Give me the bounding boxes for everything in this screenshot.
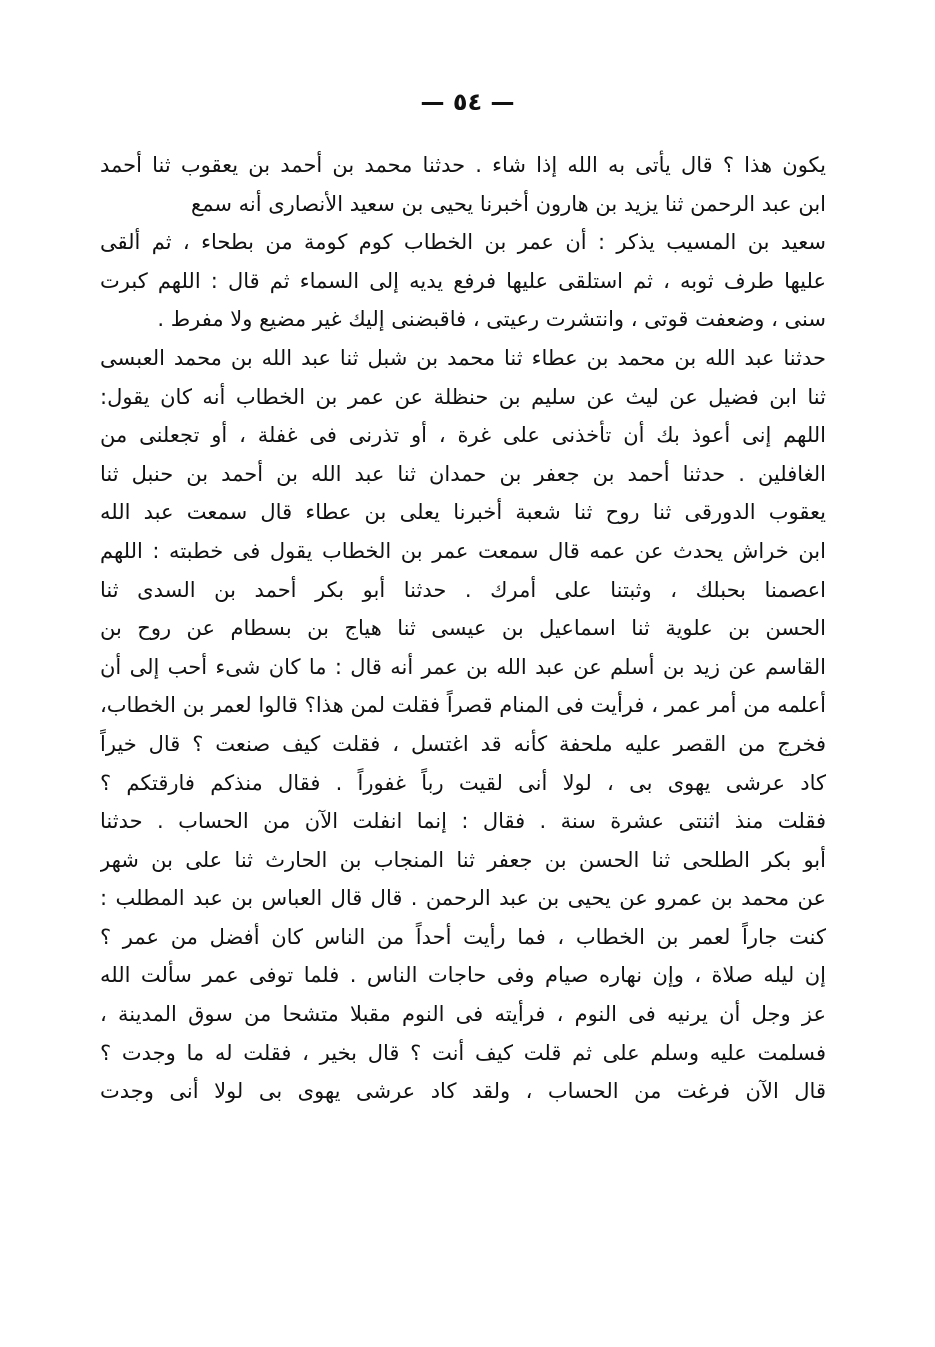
text-line: أبو بكر الطلحى ثنا الحسن بن جعفر ثنا المنجاب بن الحارث ثنا على بن شهر bbox=[100, 847, 826, 872]
text-line: سعيد بن المسيب يذكر : أن عمر بن الخطاب كوم كومة من بطحاء ، ثم ألقى bbox=[100, 230, 826, 255]
text-line: سنى ، وضعفت قوتى ، وانتشرت رعيتى ، فاقبضنى إليك غير مضيع ولا مفرط . bbox=[157, 307, 826, 332]
text-line: إن ليله صلاة ، وإن نهاره صيام وفى حاجات الناس . فلما توفى عمر سألت الله bbox=[100, 963, 826, 988]
text-line: يكون هذا ؟ قال يأتى به الله إذا شاء . حدثنا محمد بن أحمد بن يعقوب ثنا أحمد bbox=[100, 153, 826, 177]
text-line: قال الآن فرغت من الحساب ، ولقد كاد عرشى يهوى بى لولا أنى وجدت bbox=[100, 1079, 826, 1104]
text-line: ثنا ابن فضيل عن ليث عن سليم بن حنظلة عن عمر بن الخطاب أنه كان يقول: bbox=[100, 384, 826, 409]
text-line: كنت جاراً لعمر بن الخطاب ، فما رأيت أحداً من الناس كان أفضل من عمر ؟ bbox=[100, 924, 826, 949]
body-text bbox=[100, 146, 826, 1111]
page-number: — ٥٤ — bbox=[420, 88, 515, 116]
text-line: القاسم عن زيد بن أسلم عن عبد الله بن عمر أنه قال : ما كان شىء أحب إلى أن bbox=[100, 654, 826, 679]
text-line: الحسن بن علوية ثنا اسماعيل بن عيسى ثنا هياج بن بسطام عن روح بن bbox=[100, 616, 826, 641]
text-line: أعلمه من أمر عمر ، فرأيت فى المنام قصراً فقلت لمن هذا؟ قالوا لعمر بن الخطاب، bbox=[100, 693, 826, 718]
text-line: فخرج من القصر عليه ملحفة كأنه قد اغتسل ، فقلت كيف صنعت ؟ قال خيراً bbox=[100, 731, 826, 756]
text-line: عز وجل أن يرنيه فى النوم ، فرأيته فى النوم مقبلا متشحا من سوق المدينة ، bbox=[100, 1002, 826, 1027]
text-line: اعصمنا بحبلك ، وثبتنا على أمرك . حدثنا أبو بكر أحمد بن السدى ثنا bbox=[100, 577, 826, 602]
text-line: فسلمت عليه وسلم على ثم قلت كيف أنت ؟ قال بخير ، فقلت له ما وجدت ؟ bbox=[100, 1040, 826, 1065]
text-line: حدثنا عبد الله بن محمد بن عطاء ثنا محمد بن شبل ثنا عبد الله بن محمد العبسى bbox=[100, 345, 826, 370]
text-line: ابن عبد الرحمن ثنا يزيد بن هارون أخبرنا يحيى بن سعيد الأنصارى أنه سمع bbox=[191, 191, 826, 216]
text-line: يعقوب الدورقى ثنا روح ثنا شعبة أخبرنا يعلى بن عطاء قال سمعت عبد الله bbox=[100, 500, 826, 525]
text-line: ابن خراش يحدث عن عمه قال سمعت عمر بن الخطاب يقول فى خطبته : اللهم bbox=[100, 538, 826, 563]
text-line: كاد عرشى يهوى بى ، لولا أنى لقيت رباً غفوراً . فقال منذكم فارقتكم ؟ bbox=[100, 770, 826, 795]
text-line: اللهم إنى أعوذ بك أن تأخذنى على غرة ، أو تذرنى فى غفلة ، أو تجعلنى من bbox=[100, 423, 826, 448]
text-line: فقلت منذ اثنتى عشرة سنة . فقال : إنما انفلت الآن من الحساب . حدثنا bbox=[100, 809, 826, 834]
text-line: الغافلين . حدثنا أحمد بن جعفر بن حمدان ثنا عبد الله بن أحمد بن حنبل ثنا bbox=[100, 461, 826, 486]
text-line: عن محمد بن عمرو عن يحيى بن عبد الرحمن . قال قال العباس بن عبد المطلب : bbox=[100, 886, 826, 911]
text-line: عليها طرف ثوبه ، ثم استلقى عليها فرفع يديه إلى السماء ثم قال : اللهم كبرت bbox=[100, 268, 826, 293]
